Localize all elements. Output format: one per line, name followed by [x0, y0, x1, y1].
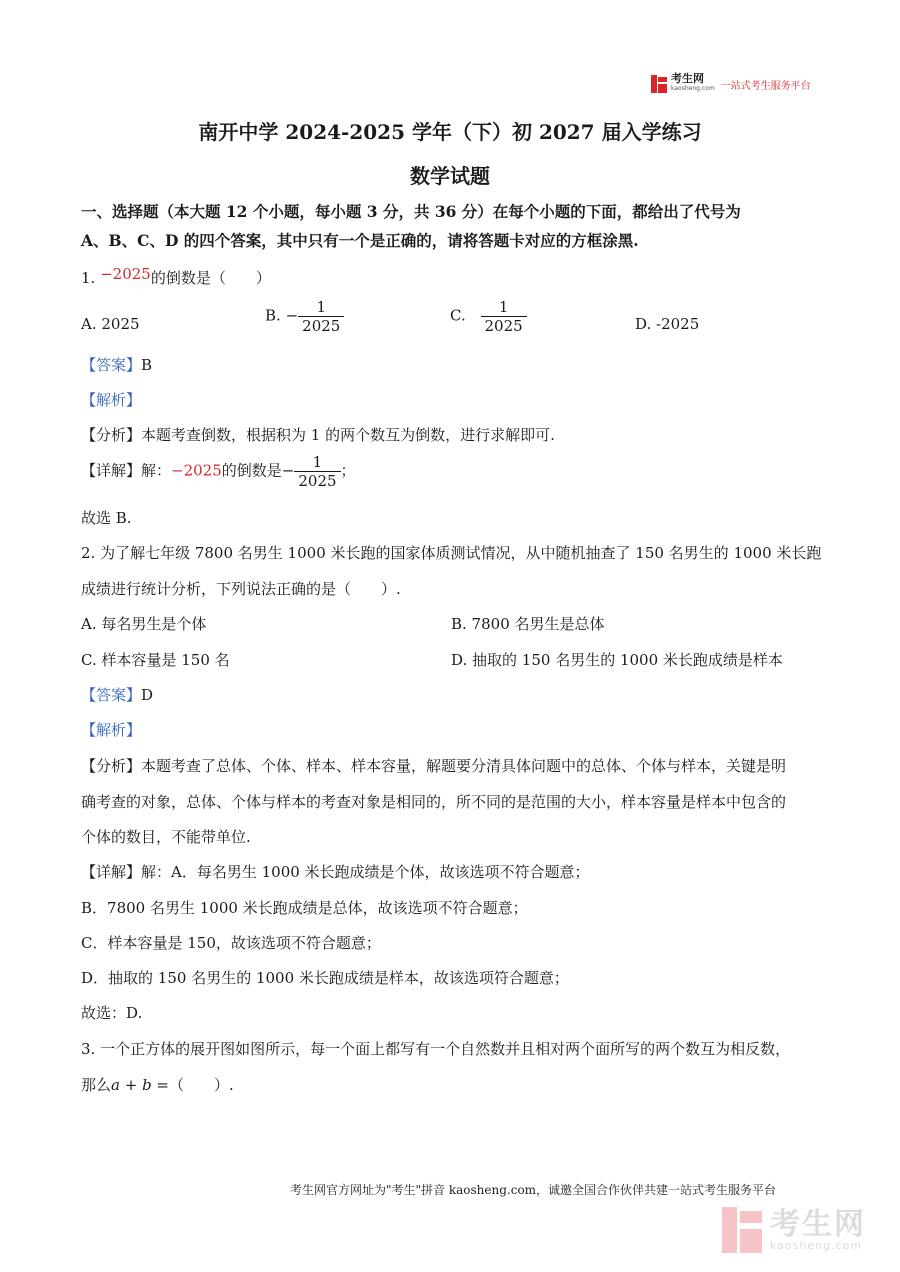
- logo-slogan: 一站式考生服务平台: [720, 80, 811, 92]
- logo-name: 考生网: [671, 72, 704, 85]
- page-subtitle: 数学试题: [410, 164, 490, 188]
- header-logo: [651, 74, 811, 94]
- question-2-line2: 成绩进行统计分析，下列说法正确的是（ ）.: [81, 580, 401, 598]
- question-2-line1: 2. 为了解七年级 7800 名男生 1000 米长跑的国家体质测试情况，从中随机抽查了 150 名男生的 1000 米长跑: [81, 544, 822, 562]
- option-a: A. 每名男生是个体: [81, 615, 207, 633]
- logo-domain: kaosheng.com: [671, 85, 715, 92]
- analysis-tag: 【解析】: [81, 391, 142, 409]
- question-3-line1: 3. 一个正方体的展开图如图所示，每一个面上都写有一个自然数并且相对两个面所写的两个数互为相反数，: [81, 1040, 791, 1058]
- fraction: $\frac{1}{2025}$: [298, 298, 344, 335]
- question-text: 的倒数是（ ）: [150, 269, 271, 287]
- analysis-tag: 【解析】: [81, 721, 142, 739]
- analysis-detail-line1: 【详解】解：A．每名男生 1000 米长跑成绩是个体，故该选项不符合题意；: [81, 863, 590, 881]
- option-d: D. -2025: [635, 315, 700, 333]
- page-title: 南开中学 2024-2025 学年（下）初 2027 届入学练习: [198, 120, 702, 144]
- conclusion: 故选 B.: [81, 509, 132, 527]
- option-a: A. 2025: [81, 315, 140, 333]
- option-c: C. 样本容量是 150 名: [81, 651, 230, 669]
- analysis-detail: 【详解】解：−2025的倒数是− $\frac{1}{2025}$ ；: [81, 453, 356, 490]
- question-number: 1.: [81, 269, 96, 287]
- answer-tag: 【答案】: [81, 356, 142, 374]
- fraction: $\frac{1}{2025}$: [481, 298, 527, 335]
- kaosheng-logo-icon: [651, 75, 667, 93]
- conclusion: 故选：D.: [81, 1004, 143, 1022]
- watermark-name: 考生网: [770, 1206, 866, 1242]
- section-instruction-line1: 一、选择题（本大题 12 个小题，每小题 3 分，共 36 分）在每个小题的下面，都给出了代号为: [81, 202, 741, 221]
- answer-line: [81, 355, 152, 375]
- watermark: [722, 1207, 866, 1253]
- watermark-domain: kaosheng.com: [770, 1238, 863, 1252]
- analysis-fenxi-line1: 【分析】本题考查了总体、个体、样本、样本容量，解题要分清具体问题中的总体、个体与样本，关键是明: [81, 757, 787, 775]
- answer-tag: 【答案】: [81, 686, 142, 704]
- kaosheng-watermark-icon: [722, 1207, 762, 1253]
- analysis-detail-line3: C．样本容量是 150，故该选项不符合题意；: [81, 934, 381, 952]
- analysis-fenxi-line2: 确考查的对象，总体、个体与样本的考查对象是相同的，所不同的是范围的大小，样本容量是样本中包含的: [81, 793, 787, 811]
- answer-line: [81, 685, 153, 705]
- question-1-stem: [81, 265, 271, 288]
- option-b: B. − $\frac{1}{2025}$: [265, 298, 344, 335]
- question-3-line2: 那么a + b =（ ）.: [81, 1076, 234, 1094]
- section-instruction-line2: A、B、C、D 的四个答案，其中只有一个是正确的，请将答题卡对应的方框涂黑.: [81, 231, 639, 250]
- fraction: $\frac{1}{2025}$: [294, 453, 340, 490]
- analysis-detail-line2: B．7800 名男生 1000 米长跑成绩是总体，故该选项不符合题意；: [81, 899, 528, 917]
- analysis-fenxi: 【分析】本题考查倒数，根据积为 1 的两个数互为倒数，进行求解即可.: [81, 426, 555, 444]
- question-expression: −2025: [100, 265, 151, 283]
- footer-text: 考生网官方网址为"考生"拼音 kaosheng.com，诚邀全国合作伙伴共建一站式考生服务平台: [290, 1183, 777, 1197]
- math-expression: a + b =: [111, 1076, 170, 1094]
- answer-value: D: [141, 686, 154, 704]
- analysis-detail-line4: D．抽取的 150 名男生的 1000 米长跑成绩是样本，故该选项符合题意；: [81, 969, 569, 987]
- option-b: B. 7800 名男生是总体: [451, 615, 605, 633]
- option-d: D. 抽取的 150 名男生的 1000 米长跑成绩是样本: [451, 651, 783, 669]
- analysis-fenxi-line3: 个体的数目，不能带单位.: [81, 828, 251, 846]
- option-c: C. $\frac{1}{2025}$: [450, 298, 527, 335]
- answer-value: B: [141, 356, 153, 374]
